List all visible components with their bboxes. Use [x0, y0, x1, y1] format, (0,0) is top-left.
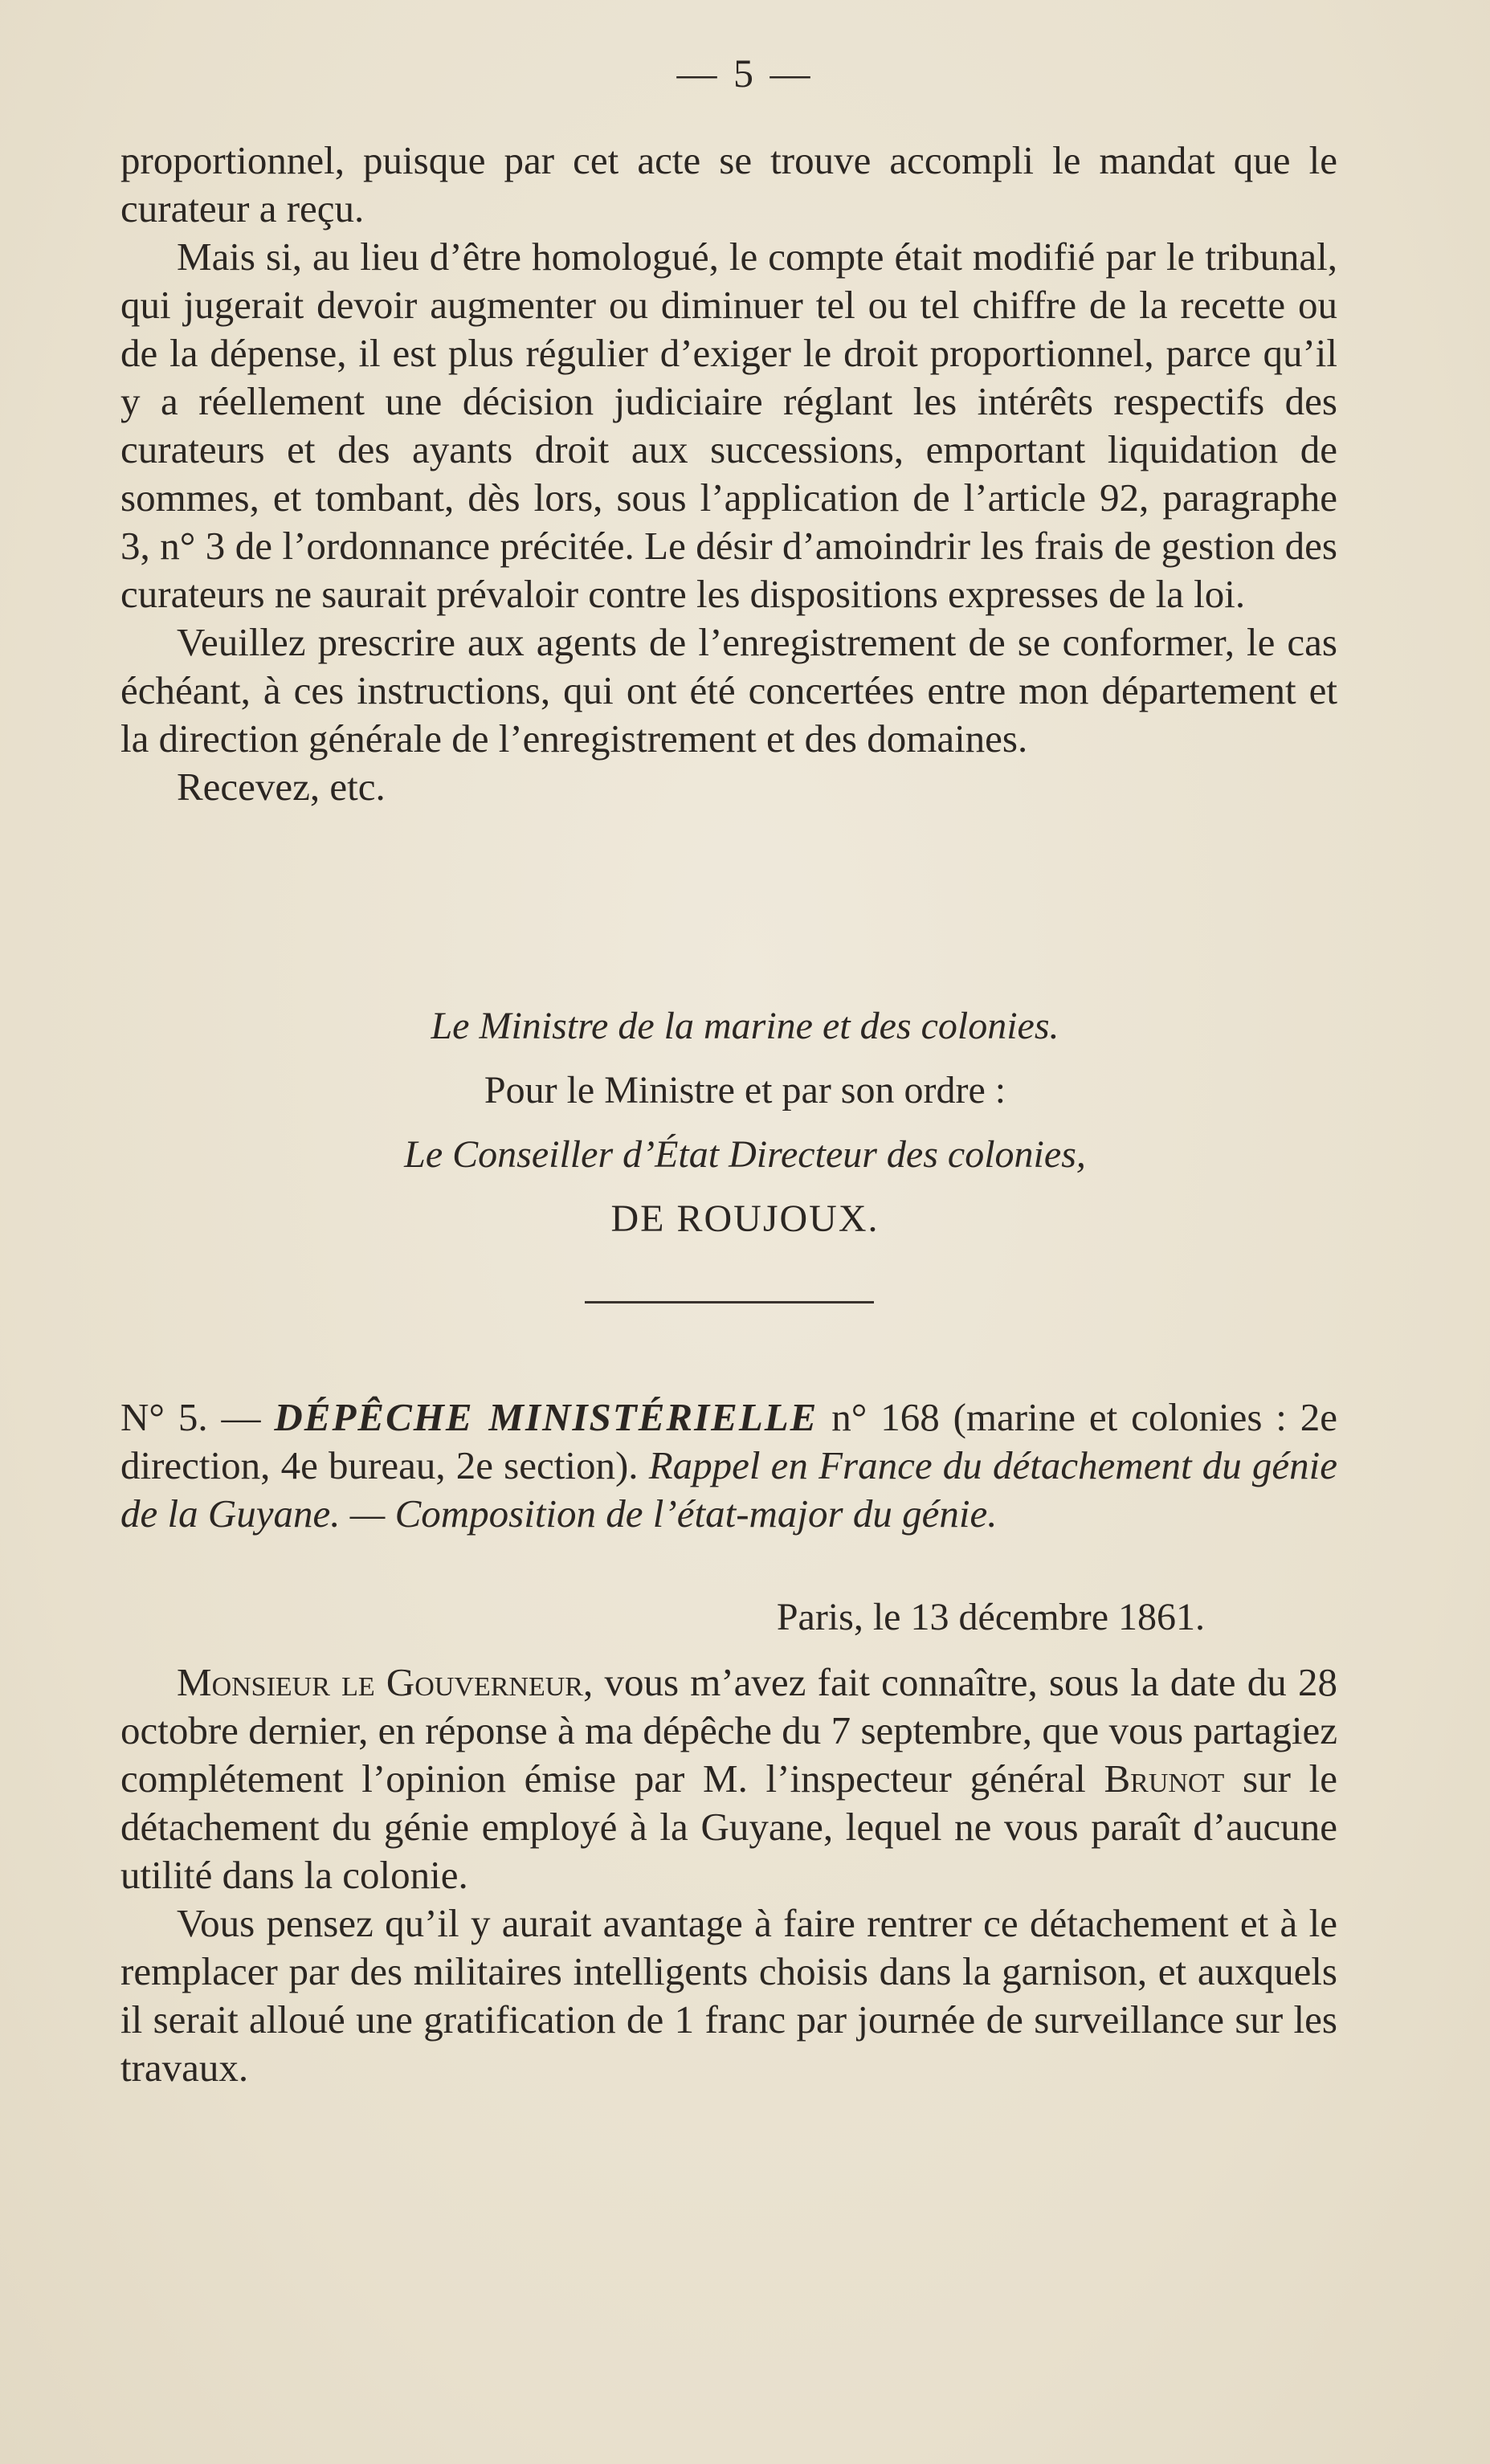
dispatch-reference: n° 168 (marine et colonies : 2e direction, 4e bureau, 2e section). [120, 1395, 1338, 1487]
dispatch-number: N° 5. — [120, 1395, 261, 1439]
dispatch-heading [120, 1393, 1337, 1538]
dispatch-title: DÉPÊCHE MINISTÉRIELLE [274, 1395, 818, 1439]
paragraph-continuation: proportionnel, puisque par cet acte se trouve accompli le mandat que le curateur a reçu. [120, 138, 1337, 230]
signature-counselor: Le Conseiller d’État Directeur des colonies, [404, 1133, 1086, 1176]
signature-order: Pour le Ministre et par son ordre : [484, 1069, 1006, 1112]
closing-formula: Recevez, etc. [177, 765, 386, 809]
section-divider [585, 1301, 874, 1303]
paragraph-instructions: Veuillez prescrire aux agents de l’enregistrement de se conformer, le cas échéant, à ces instructions, qui ont été concertées entre mon département et la direction générale de l’enregistrement et des domaines. [120, 620, 1337, 761]
dateline-text: Paris, le 13 décembre 1861. [776, 1596, 1205, 1638]
body-text-bottom [120, 1658, 1337, 2092]
body-text-top [120, 137, 1337, 811]
paragraph-governor-end: sur le détachement du génie employé à la Guyane, lequel ne vous paraît d’aucune utilité dans la colonie. [120, 1756, 1338, 1897]
paragraph-governor [120, 1658, 1337, 1899]
page-number: — 5 — [676, 51, 814, 96]
paragraph-proposal: Vous pensez qu’il y aurait avantage à faire rentrer ce détachement et à le remplacer par des militaires intelligents choisis dans la garnison, et auxquels il serait alloué une gratification de 1 franc par journée de surveillance sur les travaux. [120, 1901, 1337, 2090]
dispatch-subject: Rappel en France du détachement du génie de la Guyane. — Composition de l’état-major du génie. [120, 1443, 1338, 1536]
paragraph-homologation: Mais si, au lieu d’être homologué, le compte était modifié par le tribunal, qui jugerait devoir augmenter ou diminuer tel ou tel chiffre de la recette ou de la dépense, il est plus régulier d’exiger le droit proportionnel, parce qu’il y a réellement une décision judiciaire réglant les intérêts respectifs des curateurs et des ayants droit aux successions, emportant liquidation de sommes, et tombant, dès lors, sous l’application de l’article 92, paragraphe 3, n° 3 de l’ordonnance précitée. Le désir d’amoindrir les frais de gestion des curateurs ne saurait prévaloir contre les dispositions expresses de la loi. [120, 235, 1337, 616]
paragraph-governor-text: , vous m’avez fait connaître, sous la date du 28 octobre dernier, en réponse à ma dépêche du 7 septembre, que vous partagiez complétement l’opinion émise par M. l’inspecteur général [120, 1660, 1337, 1801]
signature-minister: Le Ministre de la marine et des colonies. [431, 1005, 1059, 1047]
inspector-name: Brunot [1104, 1756, 1225, 1801]
signature-name: DE ROUJOUX. [610, 1197, 880, 1240]
salutation: Monsieur le Gouverneur [177, 1660, 583, 1704]
